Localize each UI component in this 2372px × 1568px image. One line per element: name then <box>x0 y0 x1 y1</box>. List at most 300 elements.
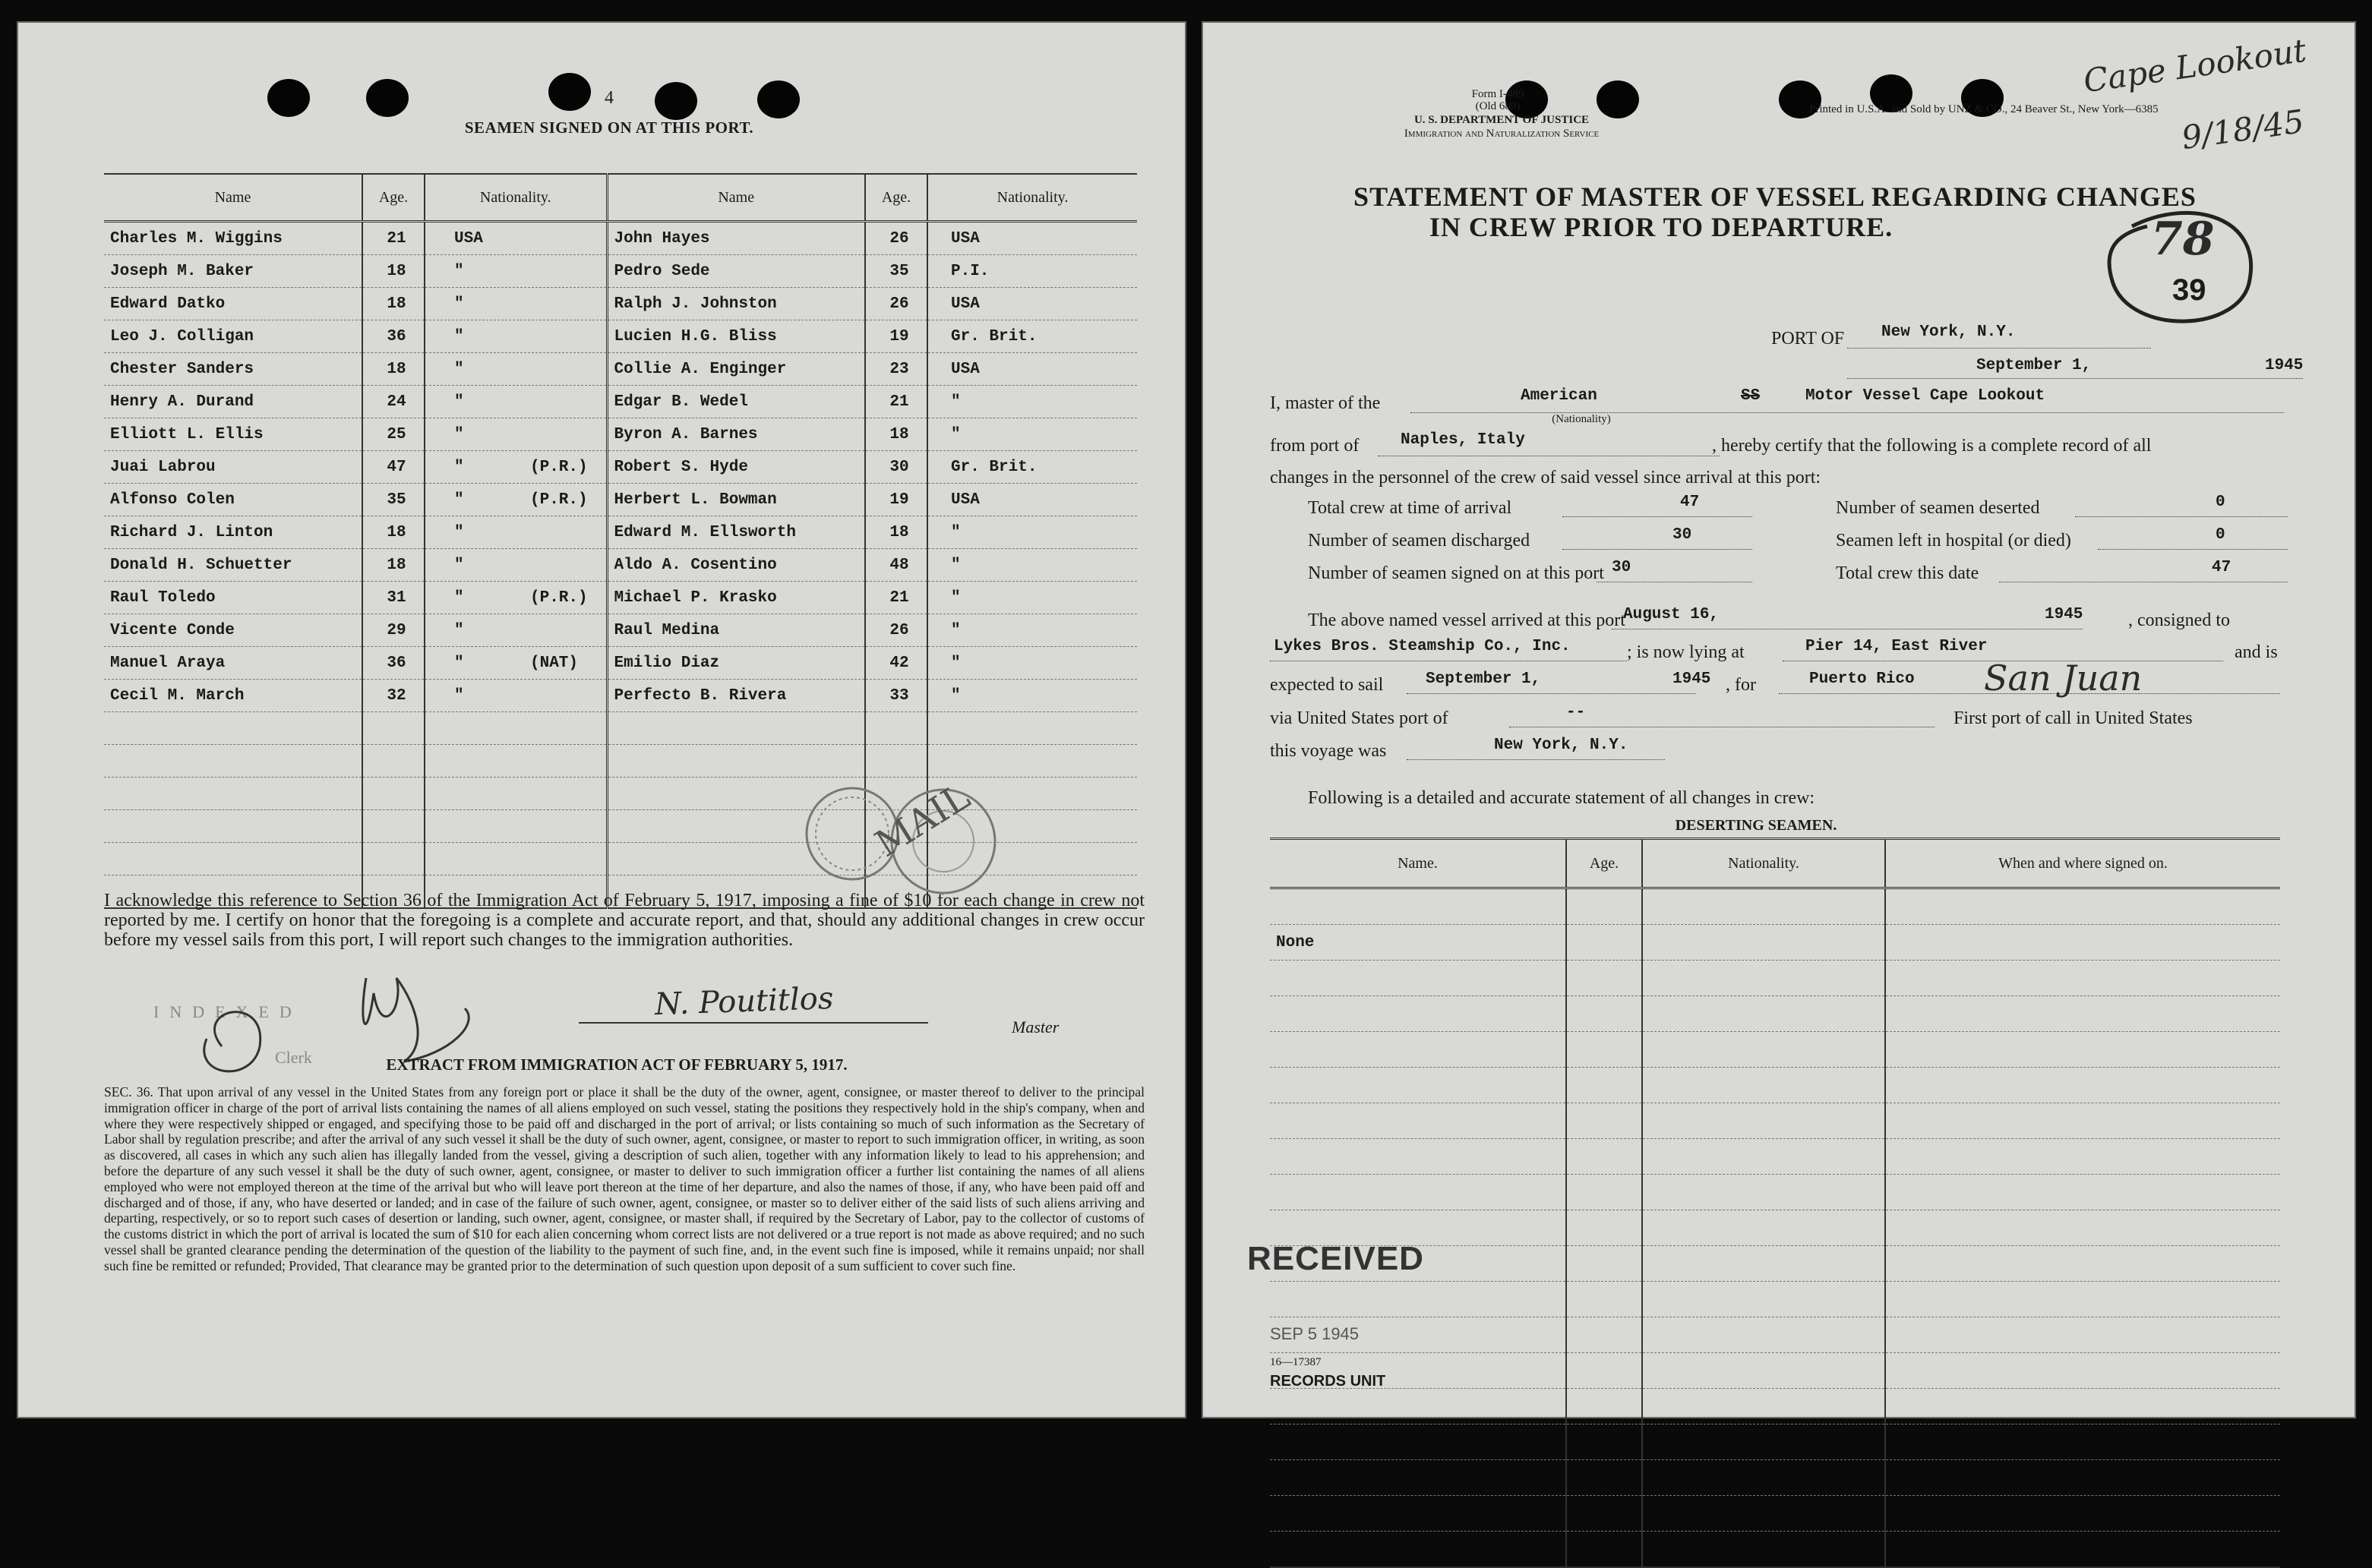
seaman-age: 19 <box>865 484 927 516</box>
service-name: Immigration and Naturalization Service <box>1404 128 1600 140</box>
seaman-nationality <box>425 386 607 418</box>
table-row <box>104 614 1137 647</box>
seaman-age: 42 <box>865 647 927 680</box>
deserter-age <box>1566 1210 1642 1246</box>
deserter-age <box>1566 1532 1642 1568</box>
table-row <box>104 582 1137 614</box>
deserter-name <box>1270 1389 1566 1424</box>
deserter-name <box>1270 996 1566 1032</box>
seaman-age: 36 <box>362 647 425 680</box>
seaman-nationality: " <box>927 549 1137 582</box>
following-text: Following is a detailed and accurate statement of all changes in crew: <box>1308 788 1815 808</box>
mail-postmark-stamp-icon <box>791 758 1034 932</box>
certify-text: , hereby certify that the following is a complete record of all <box>1712 436 2152 456</box>
expected-value: September 1, <box>1426 670 1541 688</box>
records-unit-stamp: RECORDS UNIT <box>1270 1373 1386 1390</box>
extract-text: SEC. 36. That upon arrival of any vessel in the United States from any foreign port or place it shall be the duty of the owner, agent, consignee, or master thereof to deliver to the principal immigration officer in charge of the port of arrival lists containing the names of all aliens employed on such vessel, stating the positions they respectively hold in the ship's company, when and where they were respectively shipped or engaged, and specifying those to be paid off and discharged in the port of arrival; or lists containing so much of such information as the Secretary of Labor shall by regulation prescribe; and after the arrival of any such vessel it shall be the duty of such owner, agent, consignee, or master to report to such immigration officer, in writing, as soon as discovered, all cases in which any such alien has illegally landed from the vessel, giving a description of such alien, together with any information likely to lead to his apprehension; and before the departure of any such vessel it shall be the duty of such owner, agent, consignee, or master to deliver to such immigration officer a further list containing the names of all aliens employed who were not employed thereon at the time of the arrival but who will leave port thereon at the time of her departure, and also the names of those, if any, who have been paid off and discharged and of those, if any, who have deserted or landed; and in case of the failure of such owner, agent, consignee, or master so to deliver either of the said lists of such aliens arriving and departing, respectively, or so to report such cases of desertion or landing, such owner, agent, consignee, or master shall, if required by the Secretary of Labor, pay to the collector of customs of the customs district in which the port of arrival is located the sum of $10 for each alien concerning whom correct lists are not delivered or a true report is not made as above required; and no such vessel shall be granted clearance pending the determination of the question of the liability to the payment of such fine, and, in the event such fine is imposed, while it remains unpaid; nor shall such fine be remitted or refunded; Provided, That clearance may be granted prior to the determination of such question upon deposit of a sum sufficient to cover such fine. <box>104 1084 1145 1273</box>
and-is-text: and is <box>2235 642 2278 662</box>
seaman-age: 18 <box>362 549 425 582</box>
for-label: , for <box>1726 675 1756 695</box>
punch-hole <box>548 73 591 111</box>
table-row <box>104 320 1137 353</box>
deserter-signed-on <box>1885 1175 2280 1210</box>
deserter-nationality <box>1642 1532 1885 1568</box>
table-row <box>1270 1175 2280 1210</box>
col-name: Name. <box>1270 839 1566 888</box>
seaman-nationality <box>425 647 607 680</box>
discharged-label: Number of seamen discharged <box>1308 531 1530 551</box>
nationality-value: American <box>1521 387 1597 405</box>
seaman-name: Henry A. Durand <box>104 386 362 418</box>
deserter-age <box>1566 1246 1642 1282</box>
table-header-row <box>104 174 1137 222</box>
expected-line <box>1407 693 1695 694</box>
seaman-age: 18 <box>362 255 425 288</box>
seaman-age <box>362 745 425 778</box>
col-nationality: Nationality. <box>927 174 1137 222</box>
seaman-age: 32 <box>362 680 425 712</box>
deserter-nationality <box>1642 1068 1885 1103</box>
deserter-nationality <box>1642 961 1885 996</box>
deserter-signed-on <box>1885 1389 2280 1424</box>
deserter-name <box>1270 1282 1566 1317</box>
seaman-name: Aldo A. Cosentino <box>607 549 865 582</box>
deserter-age <box>1566 1389 1642 1424</box>
deserter-age <box>1566 1353 1642 1389</box>
seaman-age: 25 <box>362 418 425 451</box>
table-row <box>1270 1068 2280 1103</box>
table-row <box>104 222 1137 255</box>
seaman-nationality <box>425 614 607 647</box>
deserter-signed-on <box>1885 1424 2280 1460</box>
voyage-value: New York, N.Y. <box>1494 737 1628 754</box>
seaman-nationality: " <box>927 418 1137 451</box>
seaman-nationality <box>425 320 607 353</box>
seaman-nationality <box>425 255 607 288</box>
total-date-label: Total crew this date <box>1836 563 1979 583</box>
seaman-nationality: USA <box>927 288 1137 320</box>
seaman-name: Michael P. Krasko <box>607 582 865 614</box>
seaman-name: Alfonso Colen <box>104 484 362 516</box>
seaman-name: Manuel Araya <box>104 647 362 680</box>
deserter-name <box>1270 1139 1566 1175</box>
master-label: Master <box>1012 1017 1060 1036</box>
deserter-name <box>1270 961 1566 996</box>
deserter-age <box>1566 1424 1642 1460</box>
form-old-number: (Old 689) <box>1475 100 1521 112</box>
deserter-nationality <box>1642 1032 1885 1068</box>
lying-label: ; is now lying at <box>1627 642 1745 662</box>
handwritten-date: 9/18/45 <box>2179 102 2307 157</box>
table-row <box>1270 961 2280 996</box>
deserter-signed-on <box>1885 1068 2280 1103</box>
seaman-name: Edward M. Ellsworth <box>607 516 865 549</box>
deserter-name: None <box>1270 925 1566 961</box>
table-row <box>104 680 1137 712</box>
seaman-nationality <box>425 516 607 549</box>
table-row <box>1270 1460 2280 1496</box>
seaman-age: 24 <box>362 386 425 418</box>
table-row <box>1270 888 2280 925</box>
table-row <box>1270 1389 2280 1424</box>
nationality-value: " <box>454 654 464 672</box>
seaman-nationality <box>425 843 607 875</box>
deserter-nationality <box>1642 1317 1885 1353</box>
seaman-nationality <box>425 222 607 255</box>
nationality-caption: (Nationality) <box>1552 413 1611 425</box>
nationality-value: " <box>454 686 464 705</box>
date-value: September 1, <box>1976 357 2092 374</box>
deserter-nationality <box>1642 925 1885 961</box>
table-row <box>1270 1496 2280 1532</box>
department-name: U. S. DEPARTMENT OF JUSTICE <box>1413 114 1590 126</box>
punch-hole <box>267 79 310 117</box>
from-port-label: from port of <box>1270 436 1360 456</box>
col-age: Age. <box>362 174 425 222</box>
seaman-nationality: " <box>927 614 1137 647</box>
col-nationality: Nationality. <box>425 174 607 222</box>
deserter-nationality <box>1642 1389 1885 1424</box>
seaman-name: Charles M. Wiggins <box>104 222 362 255</box>
seaman-age: 33 <box>865 680 927 712</box>
consignee-value: Lykes Bros. Steamship Co., Inc. <box>1274 638 1571 655</box>
deserter-name <box>1270 888 1566 925</box>
seaman-nationality <box>425 582 607 614</box>
seaman-name: Chester Sanders <box>104 353 362 386</box>
deserter-nationality <box>1642 1353 1885 1389</box>
voyage-line <box>1407 759 1665 760</box>
port-line <box>1847 348 2151 349</box>
seaman-age <box>362 843 425 875</box>
nationality-value: " <box>454 425 464 443</box>
table-row <box>104 288 1137 320</box>
seaman-name: Richard J. Linton <box>104 516 362 549</box>
total-arrival-line <box>1562 516 1752 517</box>
deserter-nationality <box>1642 996 1885 1032</box>
handwritten-vessel-name: Cape Lookout <box>2081 31 2309 100</box>
deserter-signed-on <box>1885 925 2280 961</box>
seaman-name: Elliott L. Ellis <box>104 418 362 451</box>
discharged-line <box>1562 549 1752 550</box>
seaman-name: Edgar B. Wedel <box>607 386 865 418</box>
nationality-value: USA <box>454 229 483 248</box>
seaman-age: 48 <box>865 549 927 582</box>
total-arrival-label: Total crew at time of arrival <box>1308 498 1512 518</box>
table-row <box>104 647 1137 680</box>
nationality-value: " <box>454 327 464 345</box>
table-row <box>1270 996 2280 1032</box>
deserter-nationality <box>1642 1139 1885 1175</box>
seaman-nationality: USA <box>927 484 1137 516</box>
seaman-name: Joseph M. Baker <box>104 255 362 288</box>
expected-year: 1945 <box>1672 670 1711 688</box>
deserter-name <box>1270 1032 1566 1068</box>
deserter-signed-on <box>1885 1246 2280 1282</box>
deserter-age <box>1566 925 1642 961</box>
deserter-nationality <box>1642 1460 1885 1496</box>
table-row <box>104 549 1137 582</box>
deserted-line <box>2075 516 2288 517</box>
punch-hole <box>757 80 800 118</box>
arrived-label: The above named vessel arrived at this port <box>1308 610 1625 630</box>
acknowledgement-text: I acknowledge this reference to Section 36 of the Immigration Act of February 5, 1917, imposing a fine of $10 for each change in crew not reported by me. I certify on honor that the foregoing is a complete and accurate report, and that, should any additional changes in crew occur before my vessel sails from this port, I will report such changes to the immigration authorities. <box>104 891 1145 950</box>
seaman-nationality <box>425 712 607 745</box>
seaman-age: 18 <box>865 418 927 451</box>
signed-on-label: Number of seamen signed on at this port <box>1308 563 1604 583</box>
seaman-name <box>104 778 362 810</box>
deserter-name <box>1270 1103 1566 1139</box>
table-row <box>104 255 1137 288</box>
seaman-name <box>607 712 865 745</box>
seaman-name: Leo J. Colligan <box>104 320 362 353</box>
deserted-label: Number of seamen deserted <box>1836 498 2040 518</box>
seaman-nationality <box>425 680 607 712</box>
circled-number-top: 78 <box>2151 213 2215 266</box>
total-arrival-value: 47 <box>1680 494 1700 511</box>
form-title-line2: IN CREW PRIOR TO DEPARTURE. <box>1429 212 1893 242</box>
arrived-year: 1945 <box>2045 606 2083 623</box>
seaman-name: Robert S. Hyde <box>607 451 865 484</box>
seaman-name: Ralph J. Johnston <box>607 288 865 320</box>
deserter-signed-on <box>1885 996 2280 1032</box>
nationality-note: (P.R.) <box>530 588 588 607</box>
seaman-nationality <box>425 288 607 320</box>
seaman-name: Donald H. Schuetter <box>104 549 362 582</box>
right-page <box>1202 21 2356 1418</box>
seaman-age: 47 <box>362 451 425 484</box>
seaman-age: 19 <box>865 320 927 353</box>
seaman-age: 21 <box>865 386 927 418</box>
deserter-age <box>1566 961 1642 996</box>
port-label: PORT OF <box>1771 329 1845 349</box>
voyage-label: this voyage was <box>1270 741 1387 761</box>
seaman-age: 18 <box>362 516 425 549</box>
deserter-nationality <box>1642 1282 1885 1317</box>
seaman-name: Byron A. Barnes <box>607 418 865 451</box>
seaman-name: Cecil M. March <box>104 680 362 712</box>
seaman-age: 30 <box>865 451 927 484</box>
left-page <box>17 21 1186 1418</box>
col-age: Age. <box>865 174 927 222</box>
deserter-age <box>1566 1068 1642 1103</box>
seaman-nationality <box>425 418 607 451</box>
expected-label: expected to sail <box>1270 675 1384 695</box>
for-value: Puerto Rico <box>1809 670 1915 688</box>
deserter-signed-on <box>1885 961 2280 996</box>
deserter-age <box>1566 1032 1642 1068</box>
form-title-line1: STATEMENT OF MASTER OF VESSEL REGARDING CHANGES <box>1353 181 2197 212</box>
deserted-value: 0 <box>2216 494 2225 511</box>
deserter-age <box>1566 888 1642 925</box>
hospital-label: Seamen left in hospital (or died) <box>1836 531 2071 551</box>
seaman-age: 35 <box>362 484 425 516</box>
nationality-note: (P.R.) <box>530 458 588 476</box>
received-stamp: RECEIVED <box>1247 1240 1424 1277</box>
printer-line: Printed in U.S.A. and Sold by UNZ & CO., 24 Beaver St., New York—6385 <box>1809 103 2159 115</box>
col-name: Name <box>607 174 865 222</box>
table-row <box>1270 1353 2280 1389</box>
seaman-nationality: " <box>927 647 1137 680</box>
table-row <box>1270 1282 2280 1317</box>
nationality-note: (P.R.) <box>530 491 588 509</box>
port-value: New York, N.Y. <box>1881 323 2016 341</box>
deserter-name <box>1270 1175 1566 1210</box>
seaman-name: Lucien H.G. Bliss <box>607 320 865 353</box>
vessel-type-struck: SS <box>1741 387 1761 405</box>
seaman-age: 21 <box>865 582 927 614</box>
seaman-age <box>362 810 425 843</box>
for-handwritten: San Juan <box>1984 658 2143 699</box>
nationality-value: " <box>454 295 464 313</box>
deserter-signed-on <box>1885 1210 2280 1246</box>
total-date-value: 47 <box>2212 559 2231 576</box>
seaman-age: 29 <box>362 614 425 647</box>
seaman-name <box>104 843 362 875</box>
seaman-name <box>104 810 362 843</box>
table-row <box>104 386 1137 418</box>
col-when-where: When and where signed on. <box>1885 839 2280 888</box>
punch-hole <box>655 82 697 120</box>
seaman-name: Vicente Conde <box>104 614 362 647</box>
deserter-age <box>1566 1103 1642 1139</box>
seaman-nationality: P.I. <box>927 255 1137 288</box>
seaman-nationality <box>425 778 607 810</box>
seaman-age: 18 <box>865 516 927 549</box>
seaman-nationality: Gr. Brit. <box>927 451 1137 484</box>
deserter-signed-on <box>1885 1032 2280 1068</box>
table-row <box>104 516 1137 549</box>
table-row <box>104 484 1137 516</box>
deserter-signed-on <box>1885 1532 2280 1568</box>
deserter-signed-on <box>1885 1460 2280 1496</box>
via-value: -- <box>1566 704 1586 721</box>
table-row <box>1270 1532 2280 1568</box>
table-header-row <box>1270 839 2280 888</box>
deserter-name <box>1270 1068 1566 1103</box>
table-row <box>1270 1103 2280 1139</box>
seaman-nationality: " <box>927 680 1137 712</box>
seaman-name <box>104 712 362 745</box>
deserter-age <box>1566 1282 1642 1317</box>
deserter-signed-on <box>1885 1353 2280 1389</box>
nationality-value: " <box>454 588 464 607</box>
deserter-signed-on <box>1885 1282 2280 1317</box>
seaman-nationality <box>425 484 607 516</box>
seaman-name: Perfecto B. Rivera <box>607 680 865 712</box>
seaman-name: Juai Labrou <box>104 451 362 484</box>
extract-title: EXTRACT FROM IMMIGRATION ACT OF FEBRUARY 5, 1917. <box>386 1055 848 1074</box>
seaman-age: 31 <box>362 582 425 614</box>
nationality-value: " <box>454 491 464 509</box>
nationality-value: " <box>454 556 464 574</box>
seaman-age <box>362 712 425 745</box>
seaman-age <box>362 778 425 810</box>
seaman-name: Herbert L. Bowman <box>607 484 865 516</box>
seaman-name: Pedro Sede <box>607 255 865 288</box>
deserter-signed-on <box>1885 1139 2280 1175</box>
deserter-age <box>1566 1460 1642 1496</box>
deserter-nationality <box>1642 1424 1885 1460</box>
seaman-name: Raul Medina <box>607 614 865 647</box>
table-row <box>104 451 1137 484</box>
hospital-value: 0 <box>2216 526 2225 544</box>
deserter-signed-on <box>1885 888 2280 925</box>
nationality-value: " <box>454 360 464 378</box>
deserter-signed-on <box>1885 1317 2280 1353</box>
deserter-age <box>1566 996 1642 1032</box>
hospital-line <box>2098 549 2288 550</box>
deserter-age <box>1566 1175 1642 1210</box>
seaman-age: 36 <box>362 320 425 353</box>
table-row <box>1270 1032 2280 1068</box>
seaman-nationality <box>425 810 607 843</box>
deserter-nationality <box>1642 888 1885 925</box>
nationality-value: " <box>454 393 464 411</box>
table-row <box>104 712 1137 745</box>
col-age: Age. <box>1566 839 1642 888</box>
date-year: 1945 <box>2265 357 2304 374</box>
signed-on-value: 30 <box>1612 559 1631 576</box>
seaman-name <box>104 745 362 778</box>
master-signature: N. Poutitlos <box>654 980 835 1023</box>
seaman-name: Collie A. Enginger <box>607 353 865 386</box>
deserter-name <box>1270 1496 1566 1532</box>
seaman-age: 26 <box>865 222 927 255</box>
seaman-nationality: " <box>927 386 1137 418</box>
seaman-nationality: USA <box>927 222 1137 255</box>
received-date: SEP 5 1945 <box>1270 1324 1360 1343</box>
nationality-note: (NAT) <box>530 654 579 672</box>
deserter-nationality <box>1642 1175 1885 1210</box>
table-row <box>1270 1139 2280 1175</box>
vessel-name-value: Motor Vessel Cape Lookout <box>1805 387 2045 405</box>
seaman-nationality <box>425 549 607 582</box>
nationality-value: " <box>454 262 464 280</box>
deserter-age <box>1566 1496 1642 1532</box>
seaman-nationality <box>425 451 607 484</box>
seaman-name: John Hayes <box>607 222 865 255</box>
deserter-signed-on <box>1885 1103 2280 1139</box>
deserter-nationality <box>1642 1496 1885 1532</box>
discharged-value: 30 <box>1672 526 1692 544</box>
from-port-value: Naples, Italy <box>1401 431 1525 449</box>
table-row <box>104 418 1137 451</box>
col-name: Name <box>104 174 362 222</box>
seaman-nationality <box>425 353 607 386</box>
deserter-signed-on <box>1885 1496 2280 1532</box>
date-line <box>1847 378 2303 379</box>
deserter-nationality <box>1642 1210 1885 1246</box>
deserting-seamen-table <box>1270 838 2280 1568</box>
seaman-name: Raul Toledo <box>104 582 362 614</box>
seaman-nationality: USA <box>927 353 1137 386</box>
table-row <box>1270 1424 2280 1460</box>
deserter-age <box>1566 1317 1642 1353</box>
seaman-age <box>865 712 927 745</box>
seaman-age: 26 <box>865 614 927 647</box>
seaman-nationality <box>425 745 607 778</box>
deserter-name <box>1270 1424 1566 1460</box>
deserter-nationality <box>1642 1246 1885 1282</box>
master-of-label: I, master of the <box>1270 393 1381 413</box>
form-number: Form I-489 <box>1471 88 1524 100</box>
seaman-name: Emilio Diaz <box>607 647 865 680</box>
footer-code: 16—17387 <box>1270 1356 1322 1368</box>
nationality-value: " <box>454 523 464 541</box>
circled-number-bottom: 39 <box>2172 273 2206 307</box>
first-port-label: First port of call in United States <box>1954 708 2193 728</box>
col-nationality: Nationality. <box>1642 839 1885 888</box>
